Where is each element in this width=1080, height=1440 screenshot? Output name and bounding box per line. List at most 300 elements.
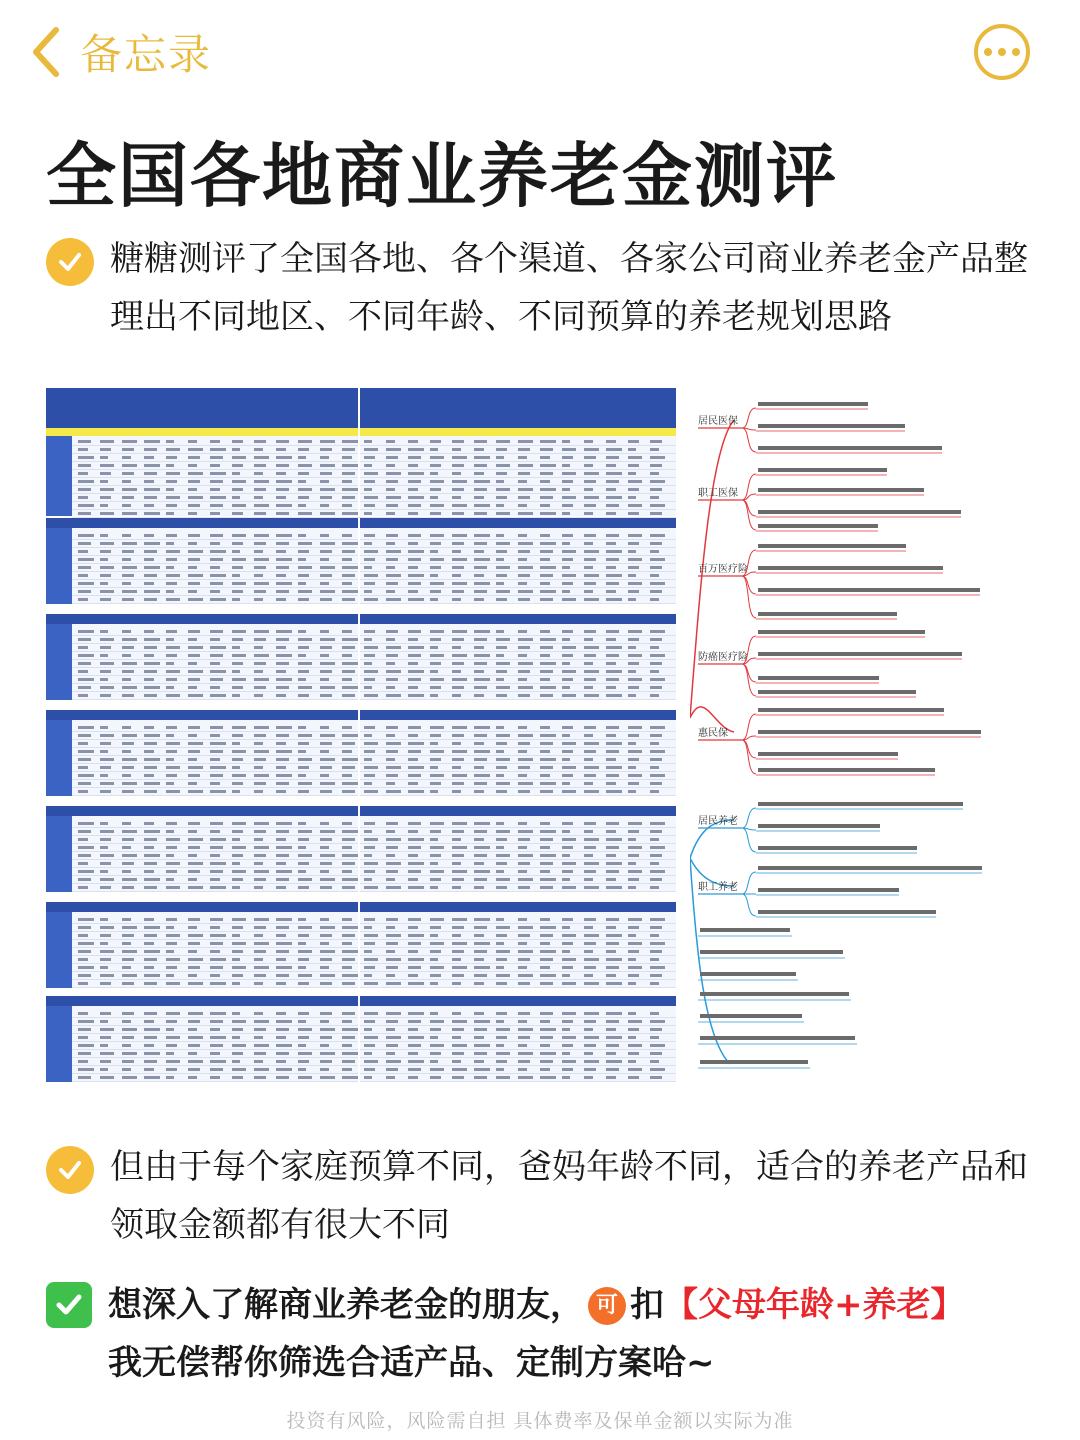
table-cell (78, 1044, 94, 1047)
table-cell (232, 598, 240, 601)
table-cell (474, 854, 487, 857)
bullet-intro-text: 糖糖测评了全国各地、各个渠道、各家公司商业养老金产品整理出不同地区、不同年龄、不同预算的养老规划思路 (110, 239, 1028, 337)
table-cell (144, 440, 160, 443)
mindmap-leaf (700, 992, 849, 996)
table-cell (474, 558, 490, 561)
table-cell (650, 854, 662, 857)
table-cell (474, 1068, 490, 1071)
table-cell (628, 686, 639, 689)
table-row-label (46, 912, 72, 988)
table-cell (144, 694, 157, 697)
table-cell (430, 982, 438, 985)
table-cell (496, 638, 510, 641)
table-cell (276, 456, 292, 459)
table-cell (144, 1020, 154, 1023)
table-cell (232, 440, 243, 443)
table-cell (276, 694, 286, 697)
table-cell (452, 558, 467, 561)
table-cell (386, 1076, 395, 1079)
table-cell (606, 862, 622, 865)
table-cell (650, 504, 665, 507)
table-cell (144, 590, 160, 593)
table-cell (628, 1012, 636, 1015)
table-cell (320, 448, 332, 451)
table-cell (210, 1068, 223, 1071)
table-cell (408, 886, 424, 889)
table-cell (386, 982, 401, 985)
table-cell (584, 542, 593, 545)
back-button[interactable] (30, 24, 212, 80)
table-cell (584, 854, 593, 857)
table-cell (474, 440, 487, 443)
table-cell (210, 686, 220, 689)
table-cell (540, 574, 553, 577)
table-cell (232, 766, 240, 769)
table-cell (628, 1036, 636, 1039)
table-cell (122, 966, 131, 969)
table-cell (254, 846, 269, 849)
table-cell (166, 448, 180, 451)
table-cell (232, 582, 246, 585)
table-cell (166, 1068, 177, 1071)
table-cell (606, 766, 622, 769)
table-cell (298, 496, 309, 499)
table-cell (584, 646, 599, 649)
table-cell (562, 550, 576, 553)
table-cell (298, 1052, 312, 1055)
table-cell (144, 886, 157, 889)
table-cell (496, 464, 510, 467)
table-cell (628, 934, 636, 937)
table-cell (496, 480, 504, 483)
table-cell (628, 838, 636, 841)
table-cell (628, 542, 639, 545)
table-cell (276, 958, 286, 961)
table-cell (100, 878, 114, 881)
table-cell (144, 926, 160, 929)
table-cell (100, 958, 111, 961)
table-cell (540, 678, 550, 681)
table-cell (364, 1028, 372, 1031)
table-cell (452, 758, 464, 761)
table-cell (232, 846, 246, 849)
table-cell (496, 1020, 504, 1023)
table-cell (628, 464, 639, 467)
table-cell (232, 456, 246, 459)
table-cell (166, 574, 180, 577)
table-cell (232, 950, 243, 953)
table-cell (628, 846, 642, 849)
table-cell (474, 1036, 484, 1039)
table-cell (78, 670, 88, 673)
mindmap-leaf (758, 488, 924, 492)
table-cell (364, 742, 378, 745)
table-cell (276, 758, 289, 761)
table-cell (386, 504, 398, 507)
table-cell (562, 456, 573, 459)
table-cell (474, 782, 487, 785)
table-cell (628, 822, 642, 825)
table-cell (166, 790, 180, 793)
table-cell (188, 830, 197, 833)
table-cell (364, 694, 378, 697)
table-cell (452, 574, 461, 577)
table-cell (584, 496, 599, 499)
table-cell (518, 942, 527, 945)
table-cell (188, 496, 203, 499)
table-cell (342, 886, 355, 889)
table-cell (254, 822, 269, 825)
table-cell (452, 646, 461, 649)
table-cell (188, 662, 197, 665)
table-cell (606, 1060, 622, 1063)
table-cell (518, 822, 527, 825)
table-cell (628, 638, 639, 641)
table-cell (188, 886, 203, 889)
table-cell (122, 918, 131, 921)
table-cell (408, 582, 421, 585)
table-cell (628, 480, 642, 483)
table-cell (430, 574, 438, 577)
table-cell (166, 734, 174, 737)
table-cell (78, 1076, 91, 1079)
table-cell (254, 472, 263, 475)
table-cell (650, 1060, 659, 1063)
table-cell (188, 464, 197, 467)
table-cell (342, 630, 352, 633)
table-cell (276, 582, 292, 585)
table-cell (540, 838, 553, 841)
table-cell (628, 974, 639, 977)
table-cell (452, 750, 467, 753)
table-cell (232, 638, 243, 641)
table-cell (232, 512, 243, 515)
table-cell (210, 950, 220, 953)
table-cell (342, 496, 355, 499)
table-cell (122, 662, 137, 665)
table-cell (408, 1076, 418, 1079)
table-cell (166, 582, 177, 585)
mindmap-node: 居民医保 (698, 416, 738, 427)
table-cell (606, 670, 622, 673)
table-cell (584, 886, 599, 889)
table-cell (386, 942, 398, 945)
table-cell (298, 598, 309, 601)
table-cell (166, 1012, 180, 1015)
table-cell (342, 774, 352, 777)
table-cell (298, 590, 312, 593)
table-cell (364, 734, 372, 737)
table-cell (364, 504, 375, 507)
table-cell (628, 854, 639, 857)
table-cell (408, 774, 421, 777)
table-cell (188, 758, 197, 761)
table-cell (188, 630, 200, 633)
table-cell (430, 630, 444, 633)
table-cell (298, 686, 312, 689)
table-cell (584, 1020, 596, 1023)
table-cell (166, 1044, 177, 1047)
table-cell (562, 534, 573, 537)
table-cell (298, 534, 306, 537)
table-cell (320, 472, 332, 475)
table-cell (452, 934, 461, 937)
table-cell (540, 846, 550, 849)
table-cell (144, 950, 160, 953)
table-cell (606, 726, 619, 729)
table-cell (386, 598, 401, 601)
table-cell (430, 488, 441, 491)
table-cell (452, 1076, 464, 1079)
table-cell (254, 870, 269, 873)
table-cell (320, 886, 332, 889)
table-cell (364, 1068, 375, 1071)
table-cell (342, 670, 355, 673)
table-cell (650, 766, 659, 769)
table-cell (430, 582, 444, 585)
table-cell (254, 550, 263, 553)
table-cell (364, 726, 375, 729)
table-cell (100, 488, 114, 491)
table-cell (254, 942, 269, 945)
table-cell (540, 448, 553, 451)
table-cell (276, 926, 289, 929)
keyword-highlight: 【父母年龄+养老】 (664, 1285, 965, 1325)
table-cell (364, 440, 372, 443)
table-cell (122, 654, 131, 657)
table-cell (452, 878, 464, 881)
table-cell (254, 1028, 266, 1031)
table-cell (144, 630, 154, 633)
table-cell (540, 456, 550, 459)
table-cell (100, 918, 108, 921)
table-cell (342, 1068, 352, 1071)
table-cell (320, 550, 332, 553)
table-cell (144, 870, 154, 873)
table-cell (606, 974, 616, 977)
table-cell (650, 558, 665, 561)
table-cell (518, 1020, 527, 1023)
mindmap-leaf (700, 1036, 855, 1040)
bullet-cta-text: 想深入了解商业养老金的朋友， 可 扣【父母年龄+养老】 我无偿帮你筛选合适产品、定制方案哈~ (108, 1285, 965, 1383)
table-cell (122, 886, 134, 889)
table-cell (408, 862, 424, 865)
table-cell (210, 638, 220, 641)
table-cell (342, 694, 355, 697)
table-cell (298, 638, 312, 641)
table-cell (188, 638, 197, 641)
table-cell (474, 726, 490, 729)
table-cell (210, 670, 226, 673)
table-cell (606, 742, 622, 745)
table-cell (474, 750, 490, 753)
table-cell (166, 758, 174, 761)
table-cell (584, 790, 599, 793)
table-cell (100, 854, 114, 857)
table-cell (78, 464, 91, 467)
table-cell (188, 926, 197, 929)
table-cell (430, 598, 438, 601)
table-cell (78, 886, 88, 889)
table-cell (232, 654, 246, 657)
table-cell (232, 488, 243, 491)
table-cell (254, 774, 269, 777)
table-cell (364, 472, 378, 475)
table-cell (232, 966, 246, 969)
table-cell (452, 726, 467, 729)
table-cell (430, 472, 438, 475)
table-cell (254, 488, 266, 491)
table-cell (342, 830, 358, 833)
table-cell (518, 448, 530, 451)
table-cell (342, 646, 355, 649)
table-cell (232, 550, 240, 553)
table-cell (342, 662, 358, 665)
table-cell (430, 830, 441, 833)
table-cell (540, 504, 550, 507)
table-cell (122, 534, 131, 537)
table-cell (188, 766, 203, 769)
table-cell (518, 870, 527, 873)
table-cell (474, 838, 484, 841)
table-cell (166, 654, 177, 657)
table-cell (166, 678, 177, 681)
table-cell (100, 742, 111, 745)
table-cell (166, 742, 180, 745)
table-cell (100, 1028, 114, 1031)
table-cell (100, 982, 111, 985)
table-cell (408, 590, 418, 593)
table-cell (78, 654, 94, 657)
table-cell (650, 734, 662, 737)
table-cell (166, 942, 177, 945)
table-cell (122, 448, 134, 451)
table-cell (144, 550, 157, 553)
table-cell (144, 974, 160, 977)
table-cell (320, 734, 335, 737)
more-button[interactable] (974, 24, 1030, 80)
table-cell (364, 488, 372, 491)
table-cell (606, 496, 622, 499)
table-cell (298, 678, 306, 681)
table-cell (650, 662, 662, 665)
table-cell (364, 1044, 375, 1047)
table-cell (386, 686, 395, 689)
table-cell (210, 1076, 220, 1079)
table-cell (210, 654, 223, 657)
table-cell (474, 566, 487, 569)
table-cell (474, 966, 490, 969)
table-cell (628, 862, 636, 865)
table-cell (166, 464, 174, 467)
table-cell (386, 550, 401, 553)
table-cell (276, 862, 286, 865)
table-cell (188, 448, 203, 451)
table-cell (364, 1060, 378, 1063)
table-cell (386, 654, 398, 657)
table-cell (320, 1052, 335, 1055)
table-cell (606, 886, 622, 889)
table-cell (452, 1052, 464, 1055)
table-cell (342, 448, 355, 451)
table-cell (188, 982, 203, 985)
table-cell (430, 870, 444, 873)
table-cell (562, 886, 576, 889)
table-cell (606, 846, 619, 849)
table-cell (540, 440, 556, 443)
table-row-label (46, 1006, 72, 1082)
table-cell (78, 750, 94, 753)
table-cell (650, 982, 659, 985)
table-cell (584, 878, 593, 881)
table-cell (78, 504, 94, 507)
table-cell (650, 456, 665, 459)
table-cell (562, 590, 570, 593)
table-cell (584, 918, 596, 921)
table-cell (364, 790, 378, 793)
table-cell (452, 846, 467, 849)
table-cell (364, 950, 372, 953)
table-cell (78, 496, 88, 499)
table-cell (496, 662, 510, 665)
table-cell (298, 504, 306, 507)
table-cell (298, 472, 309, 475)
table-cell (342, 926, 358, 929)
table-cell (606, 1052, 616, 1055)
table-cell (430, 934, 438, 937)
table-cell (232, 934, 240, 937)
table-cell (364, 878, 372, 881)
table-cell (496, 774, 504, 777)
table-cell (364, 566, 372, 569)
table-cell (166, 686, 174, 689)
table-cell (584, 782, 593, 785)
table-cell (298, 670, 309, 673)
table-cell (562, 742, 576, 745)
table-cell (144, 822, 154, 825)
table-cell (144, 742, 157, 745)
table-cell (320, 678, 329, 681)
table-cell (386, 926, 395, 929)
table-cell (650, 926, 662, 929)
table-cell (188, 574, 203, 577)
table-cell (254, 534, 269, 537)
table-cell (518, 574, 530, 577)
table-cell (276, 662, 289, 665)
table-cell (342, 934, 355, 937)
table-cell (210, 934, 226, 937)
table-header (46, 388, 676, 428)
table-cell (518, 782, 533, 785)
table-cell (254, 918, 269, 921)
table-block (46, 614, 676, 700)
table-cell (496, 854, 510, 857)
table-cell (254, 542, 266, 545)
table-cell (342, 464, 358, 467)
table-cell (144, 862, 157, 865)
table-cell (78, 942, 94, 945)
table-cell (606, 566, 616, 569)
table-cell (452, 662, 464, 665)
table-cell (430, 464, 441, 467)
table-cell (320, 574, 332, 577)
table-cell (276, 878, 289, 881)
table-cell (540, 870, 550, 873)
table-cell (210, 662, 220, 665)
table-cell (166, 480, 177, 483)
table-cell (188, 846, 200, 849)
table-cell (584, 758, 593, 761)
